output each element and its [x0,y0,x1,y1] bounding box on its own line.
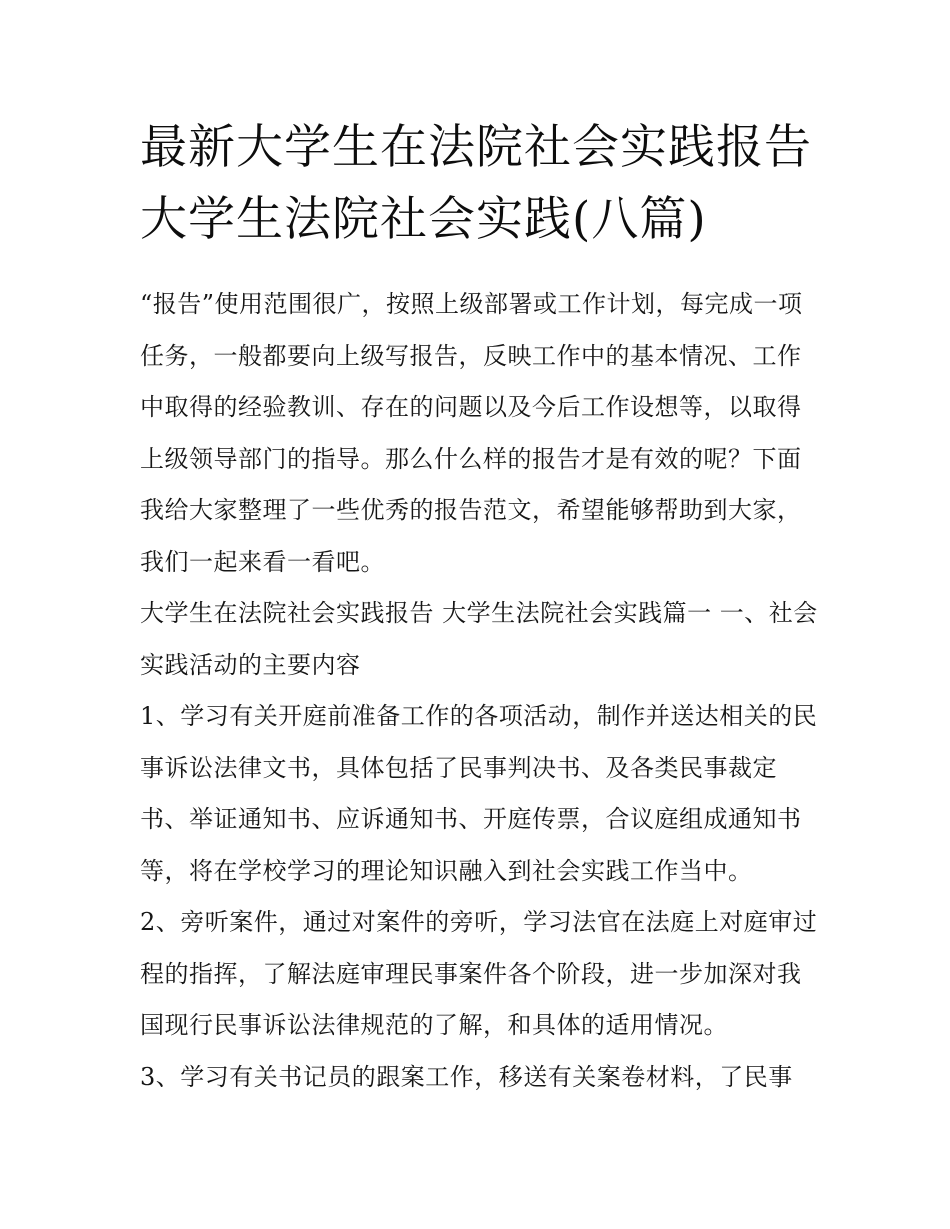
document-body [140,279,820,1103]
list-item-1: 1、学习有关开庭前准备工作的各项活动，制作并送达相关的民事诉讼法律文书，具体包括了民事判决书、及各类民事裁定书、举证通知书、应诉通知书、开庭传票，合议庭组成通知书等，将在学校学习的理论知识融入到社会实践工作当中。 [140,702,818,885]
section-heading-paragraph: 大学生在法院社会实践报告 大学生法院社会实践篇一 一、社会实践活动的主要内容 [140,599,818,679]
list-item-2: 2、旁听案件，通过对案件的旁听，学习法官在法庭上对庭审过程的指挥，了解法庭审理民事案件各个阶段，进一步加深对我国现行民事诉讼法律规范的了解，和具体的适用情况。 [140,908,818,1039]
list-item-3: 3、学习有关书记员的跟案工作，移送有关案卷材料，了民事 [140,1062,793,1091]
document-title: 最新大学生在法院社会实践报告 大学生法院社会实践(八篇) [140,120,812,247]
intro-paragraph: “报告”使用范围很广，按照上级部署或工作计划，每完成一项任务，一般都要向上级写报告，反映工作中的基本情况、工作中取得的经验教训、存在的问题以及今后工作设想等，以取得上级领导部门的指导。那么什么样的报告才是有效的呢？下面我给大家整理了一些优秀的报告范文，希望能够帮助到大家，我们一起来看一看吧。 [140,290,803,576]
